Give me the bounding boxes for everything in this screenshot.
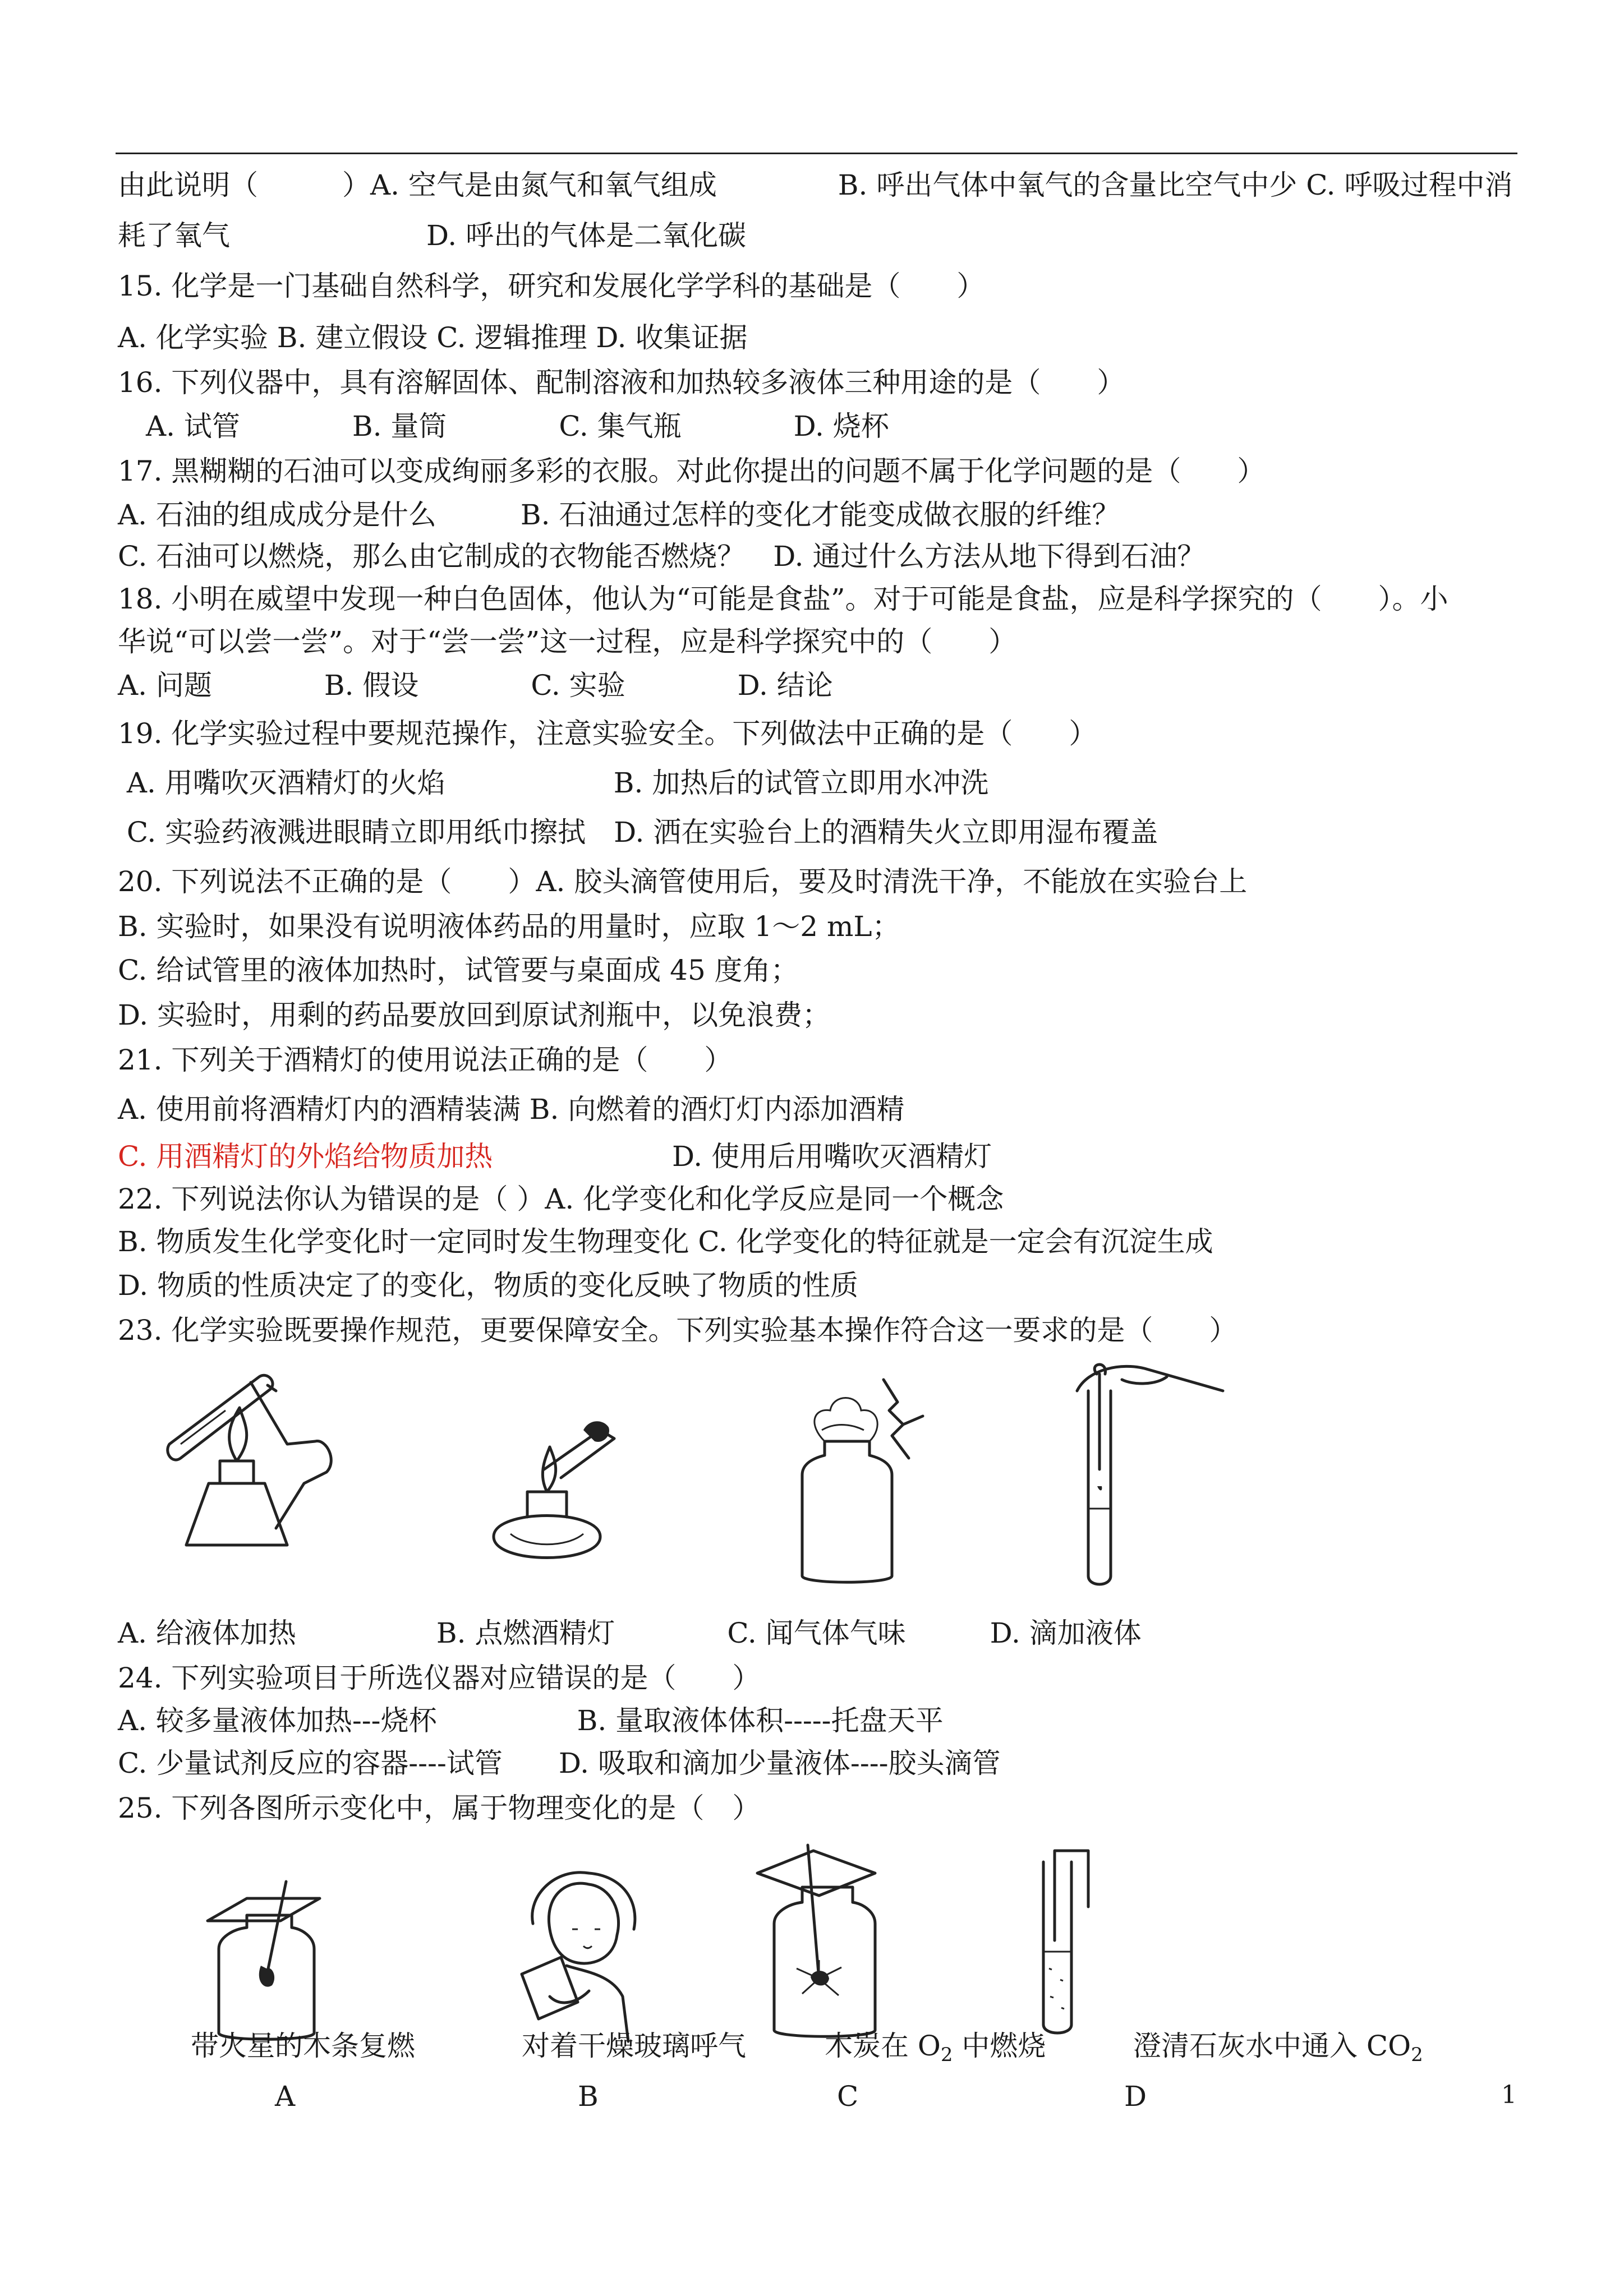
glowing-splint-figure (202, 1876, 337, 2044)
figure-caption-c: 木炭在 $O_2$ 中燃烧 (825, 2030, 1046, 2066)
header-rule (116, 153, 1517, 154)
text-line: 耗了氧气 D. 呼出的气体是二氧化碳 (118, 219, 747, 252)
q25-stem: 25. 下列各图所示变化中，属于物理变化的是（ ） (118, 1792, 761, 1824)
figure-caption-b: 对着干燥玻璃呼气 (522, 2030, 746, 2062)
q23-stem: 23. 化学实验既要操作规范，更要保障安全。下列实验基本操作符合这一要求的是（ ） (118, 1314, 1237, 1347)
q20-option-c: C. 给试管里的液体加热时，试管要与桌面成 45 度角； (118, 954, 799, 986)
q15-stem: 15. 化学是一门基础自然科学，研究和发展化学学科的基础是（ ） (118, 270, 985, 302)
q24-options-cd: C. 少量试剂反应的容器----试管 D. 吸取和滴加少量液体----胶头滴管 (118, 1747, 1001, 1779)
lighting-alcohol-lamp-figure (471, 1408, 640, 1576)
q19-options-cd: C. 实验药液溅进眼睛立即用纸巾擦拭 D. 洒在实验台上的酒精失火立即用湿布覆盖 (118, 816, 1158, 849)
figure-letter-a: A (275, 2080, 296, 2113)
dropping-liquid-figure (1055, 1357, 1234, 1593)
q19-stem: 19. 化学实验过程中要规范操作，注意实验安全。下列做法中正确的是（ ） (118, 717, 1097, 750)
breathing-on-glass-figure (499, 1862, 656, 2047)
q20-stem: 20. 下列说法不正确的是（ ）A. 胶头滴管使用后，要及时清洗干净，不能放在实验台上 (118, 865, 1248, 898)
q17-options-ab: A. 石油的组成成分是什么 B. 石油通过怎样的变化才能变成做衣服的纤维？ (118, 499, 1120, 531)
q17-options-cd: C. 石油可以燃烧，那么由它制成的衣物能否燃烧？ D. 通过什么方法从地下得到石油？ (118, 540, 1206, 573)
figure-letter-b: B (578, 2080, 599, 2113)
q19-options-ab: A. 用嘴吹灭酒精灯的火焰 B. 加热后的试管立即用水冲洗 (118, 767, 989, 799)
q21-option-d: D. 使用后用嘴吹灭酒精灯 (672, 1140, 992, 1173)
q22-option-d: D. 物质的性质决定了的变化，物质的变化反映了物质的性质 (118, 1269, 859, 1302)
heating-liquid-figure (147, 1360, 360, 1556)
figure-caption-a: 带火星的木条复燃 (191, 2030, 415, 2062)
page-number: 1 (1501, 2081, 1517, 2109)
figure-caption-d: 澄清石灰水中通入 $CO_2$ (1133, 2030, 1423, 2066)
text-line: 由此说明（ ）A. 空气是由氮气和氧气组成 B. 呼出气体中氧气的含量比空气中少 C. 呼吸过程中消 (118, 169, 1513, 201)
charcoal-burning-figure (752, 1839, 920, 2041)
q17-stem: 17. 黑糊糊的石油可以变成绚丽多彩的衣服。对此你提出的问题不属于化学问题的是（ ） (118, 455, 1266, 487)
q24-options-ab: A. 较多量液体加热---烧杯 B. 量取液体体积-----托盘天平 (118, 1704, 944, 1737)
q23-options: A. 给液体加热 B. 点燃酒精灯 C. 闻气体气味 D. 滴加液体 (118, 1617, 1142, 1649)
limewater-co2-figure (1021, 1839, 1133, 2041)
q21-options-ab: A. 使用前将酒精灯内的酒精装满 B. 向燃着的酒灯灯内添加酒精 (118, 1093, 905, 1126)
q16-stem: 16. 下列仪器中，具有溶解固体、配制溶液和加热较多液体三种用途的是（ ） (118, 366, 1125, 399)
q16-options: A. 试管 B. 量筒 C. 集气瓶 D. 烧杯 (118, 410, 889, 442)
figure-letter-d: D (1124, 2080, 1147, 2113)
q24-stem: 24. 下列实验项目于所选仪器对应错误的是（ ） (118, 1662, 761, 1694)
figure-letter-c: C (837, 2080, 859, 2113)
q22-stem: 22. 下列说法你认为错误的是（ ）A. 化学变化和化学反应是同一个概念 (118, 1183, 1004, 1215)
q18-stem: 18. 小明在威望中发现一种白色固体，他认为“可能是食盐”。对于可能是食盐，应是科学探究的（ ）。小 (118, 583, 1448, 615)
q20-option-b: B. 实验时，如果没有说明液体药品的用量时，应取 1～2 mL； (118, 910, 900, 943)
q20-option-d: D. 实验时，用剩的药品要放回到原试剂瓶中，以免浪费； (118, 999, 831, 1031)
q21-stem: 21. 下列关于酒精灯的使用说法正确的是（ ） (118, 1044, 733, 1076)
q21-option-c-highlighted: C. 用酒精灯的外焰给物质加热 (118, 1140, 493, 1173)
q18-options: A. 问题 B. 假设 C. 实验 D. 结论 (118, 669, 833, 702)
q22-options-bc: B. 物质发生化学变化时一定同时发生物理变化 C. 化学变化的特征就是一定会有沉淀生成 (118, 1225, 1213, 1258)
smelling-gas-figure (769, 1363, 937, 1598)
q18-stem-cont: 华说“可以尝一尝”。对于“尝一尝”这一过程，应是科学探究中的（ ） (118, 625, 1017, 658)
q15-options: A. 化学实验 B. 建立假设 C. 逻辑推理 D. 收集证据 (118, 321, 748, 354)
